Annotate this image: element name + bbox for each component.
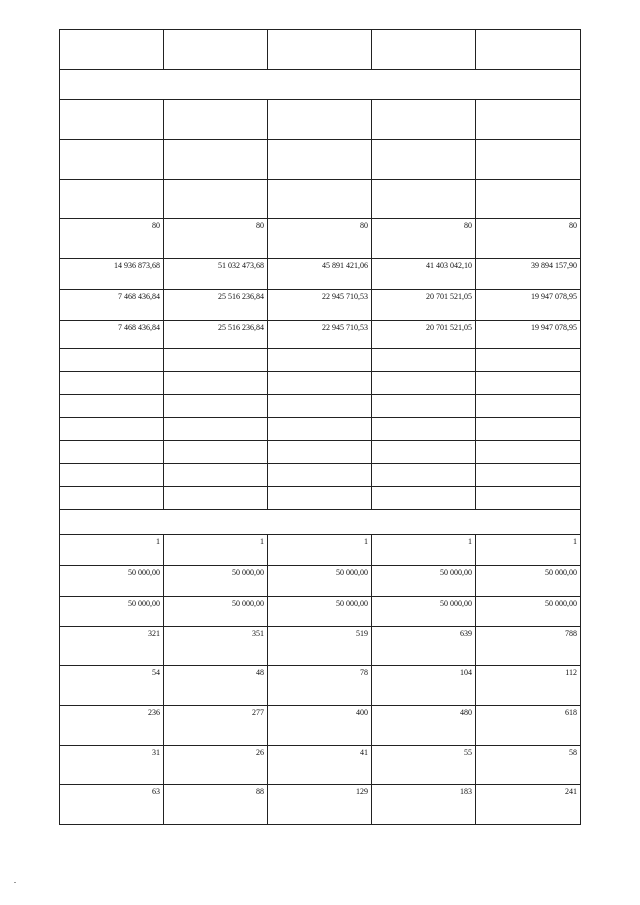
table-row [60,140,581,180]
table-cell [372,30,476,70]
section-row-cell [60,510,581,535]
table-cell [164,349,268,372]
table-cell [60,30,164,70]
table-cell [476,395,581,418]
table-cell: 50 000,00 [476,597,581,627]
table-cell [268,100,372,140]
table-cell: 788 [476,627,581,666]
table-cell: 22 945 710,53 [268,321,372,349]
section-row-cell [60,70,581,100]
table-row [60,706,581,746]
table-cell [60,180,164,219]
table-cell [268,180,372,219]
table-cell: 50 000,00 [60,597,164,627]
table-cell [60,395,164,418]
table-cell [164,372,268,395]
table-cell: 80 [372,219,476,259]
table-cell: 80 [164,219,268,259]
table-cell: 26 [164,746,268,785]
table-cell: 20 701 521,05 [372,290,476,321]
table-row [60,627,581,666]
table-cell: 63 [60,785,164,825]
table-row [60,464,581,487]
table-row [60,290,581,321]
table-cell: 277 [164,706,268,746]
data-table [59,29,581,825]
table-row [60,535,581,566]
table-cell: 1 [476,535,581,566]
table-row [60,441,581,464]
table-cell [164,418,268,441]
table-cell: 55 [372,746,476,785]
table-cell: 80 [60,219,164,259]
table-cell: 1 [164,535,268,566]
table-cell: 51 032 473,68 [164,259,268,290]
table-row [60,70,581,100]
table-cell: 112 [476,666,581,706]
table-row [60,321,581,349]
table-cell [476,349,581,372]
table-cell [60,140,164,180]
table-cell: 321 [60,627,164,666]
table-row [60,259,581,290]
table-cell [476,441,581,464]
table-cell [372,464,476,487]
table-cell [164,395,268,418]
table-cell: 1 [268,535,372,566]
table-cell [60,100,164,140]
table-row [60,395,581,418]
table-cell [164,30,268,70]
table-cell [476,487,581,510]
table-cell [164,140,268,180]
table-cell: 31 [60,746,164,785]
table-cell [476,180,581,219]
table-cell [372,418,476,441]
table-cell: 183 [372,785,476,825]
table-row [60,219,581,259]
table-cell: 241 [476,785,581,825]
table-cell [164,100,268,140]
table-row [60,372,581,395]
table-cell: 618 [476,706,581,746]
table-cell [164,180,268,219]
table-cell [372,395,476,418]
table-row [60,566,581,597]
table-cell: 1 [60,535,164,566]
table-cell: 50 000,00 [476,566,581,597]
table-cell: 80 [476,219,581,259]
table-cell: 48 [164,666,268,706]
table-cell [476,100,581,140]
table-cell: 54 [60,666,164,706]
table-cell: 25 516 236,84 [164,290,268,321]
table-cell: 400 [268,706,372,746]
table-cell: 104 [372,666,476,706]
table-cell: 351 [164,627,268,666]
table-cell: 50 000,00 [372,566,476,597]
table-row [60,100,581,140]
table-cell: 88 [164,785,268,825]
table-cell: 236 [60,706,164,746]
table-cell [268,395,372,418]
table-row [60,30,581,70]
table-cell: 41 [268,746,372,785]
table-cell: 639 [372,627,476,666]
table-cell: 50 000,00 [60,566,164,597]
table-row [60,597,581,627]
table-cell [60,372,164,395]
table-cell [476,140,581,180]
table-cell [60,487,164,510]
table-cell [268,349,372,372]
table-cell: 14 936 873,68 [60,259,164,290]
table-cell [164,464,268,487]
scan-speck [14,882,16,883]
table-cell [372,140,476,180]
table-cell: 50 000,00 [268,566,372,597]
table-cell: 45 891 421,06 [268,259,372,290]
table-cell [372,441,476,464]
table-cell [476,464,581,487]
table-cell: 78 [268,666,372,706]
table-cell: 50 000,00 [164,597,268,627]
table-cell [268,30,372,70]
table-cell [372,100,476,140]
table-cell: 22 945 710,53 [268,290,372,321]
table-cell [268,418,372,441]
table-cell [476,418,581,441]
table-cell: 129 [268,785,372,825]
table-cell [60,464,164,487]
table-row [60,349,581,372]
table-cell [164,487,268,510]
table-cell: 1 [372,535,476,566]
table-row [60,510,581,535]
table-cell [268,487,372,510]
table-cell: 7 468 436,84 [60,321,164,349]
table-cell [60,441,164,464]
table-row [60,180,581,219]
table-cell [476,30,581,70]
table-cell [268,372,372,395]
table-cell: 519 [268,627,372,666]
table-cell: 7 468 436,84 [60,290,164,321]
table-cell: 19 947 078,95 [476,321,581,349]
table-cell: 50 000,00 [164,566,268,597]
table-body [60,30,581,825]
table-cell: 58 [476,746,581,785]
table-cell: 39 894 157,90 [476,259,581,290]
table-cell: 19 947 078,95 [476,290,581,321]
table-cell [60,418,164,441]
table-cell [372,487,476,510]
table-cell [372,180,476,219]
table-cell [372,372,476,395]
table-row [60,666,581,706]
table-cell: 20 701 521,05 [372,321,476,349]
table-cell [476,372,581,395]
table-cell [268,441,372,464]
table-row [60,746,581,785]
table-cell: 25 516 236,84 [164,321,268,349]
table-row [60,418,581,441]
table-cell [372,349,476,372]
table-cell: 480 [372,706,476,746]
table-cell [60,349,164,372]
table-cell: 41 403 042,10 [372,259,476,290]
table-cell: 50 000,00 [268,597,372,627]
table-row [60,487,581,510]
table-cell [268,140,372,180]
table-cell: 80 [268,219,372,259]
table-cell [268,464,372,487]
table-cell: 50 000,00 [372,597,476,627]
table-cell [164,441,268,464]
table-row [60,785,581,825]
